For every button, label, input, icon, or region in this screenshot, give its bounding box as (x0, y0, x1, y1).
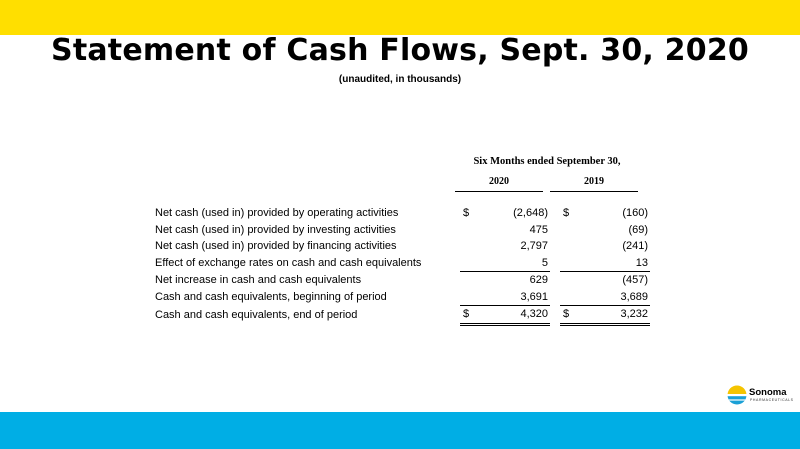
value-2020: 475 (529, 223, 548, 236)
currency-symbol (460, 272, 477, 289)
currency-symbol: $ (463, 207, 470, 220)
currency-symbol (560, 238, 577, 255)
table-row (150, 222, 650, 239)
year-header-2020: 2020 (455, 176, 543, 192)
row-label: Net cash (used in) provided by financing activities (155, 240, 397, 253)
row-label: Cash and cash equivalents, beginning of period (155, 291, 387, 303)
cash-flow-table (150, 205, 650, 326)
row-label: Net increase in cash and cash equivalents (155, 274, 362, 286)
currency-symbol: $ (460, 306, 477, 325)
currency-symbol: $ (563, 207, 570, 220)
currency-symbol (560, 272, 577, 289)
table-row (150, 205, 650, 222)
value-2019: (457) (622, 274, 648, 287)
value-2020: 4,320 (477, 306, 550, 325)
table-row (150, 272, 650, 289)
currency-symbol (460, 238, 477, 255)
table-row (150, 289, 650, 306)
row-label: Net cash (used in) provided by operating activities (155, 207, 399, 220)
row-label: Net cash (used in) provided by investing activities (155, 223, 396, 236)
logo-wordmark: Sonoma (749, 387, 787, 398)
value-2019: (241) (622, 240, 648, 253)
currency-symbol (460, 222, 477, 239)
currency-symbol (460, 289, 477, 306)
value-2020: 2,797 (520, 240, 548, 253)
currency-symbol (560, 222, 577, 239)
bottom-accent-bar (0, 412, 800, 449)
value-2020: 629 (529, 274, 548, 287)
table-row (150, 255, 650, 272)
currency-symbol (560, 289, 577, 306)
value-2019: (69) (628, 223, 648, 236)
value-2020: (2,648) (513, 207, 548, 220)
value-2019: 3,232 (577, 306, 650, 325)
value-2020: 5 (477, 255, 550, 272)
table-row (150, 306, 650, 325)
table-row (150, 238, 650, 255)
value-2019: 3,689 (620, 290, 648, 303)
year-header-2019: 2019 (550, 176, 638, 192)
slide-subtitle: (unaudited, in thousands) (338, 74, 462, 85)
sonoma-logo-icon (727, 385, 747, 405)
slide-title: Statement of Cash Flows, Sept. 30, 2020 (51, 33, 749, 68)
currency-symbol (460, 255, 477, 272)
value-2019: (160) (622, 207, 648, 220)
currency-symbol (560, 255, 577, 272)
period-header: Six Months ended September 30, (473, 156, 621, 167)
currency-symbol: $ (560, 306, 577, 325)
logo-tagline: PHARMACEUTICALS (750, 398, 794, 402)
company-logo (727, 385, 795, 407)
top-accent-bar (0, 0, 800, 35)
value-2020: 3,691 (520, 290, 548, 303)
row-label: Cash and cash equivalents, end of period (155, 308, 358, 321)
row-label: Effect of exchange rates on cash and cash equivalents (155, 257, 422, 269)
value-2019: 13 (577, 255, 650, 272)
